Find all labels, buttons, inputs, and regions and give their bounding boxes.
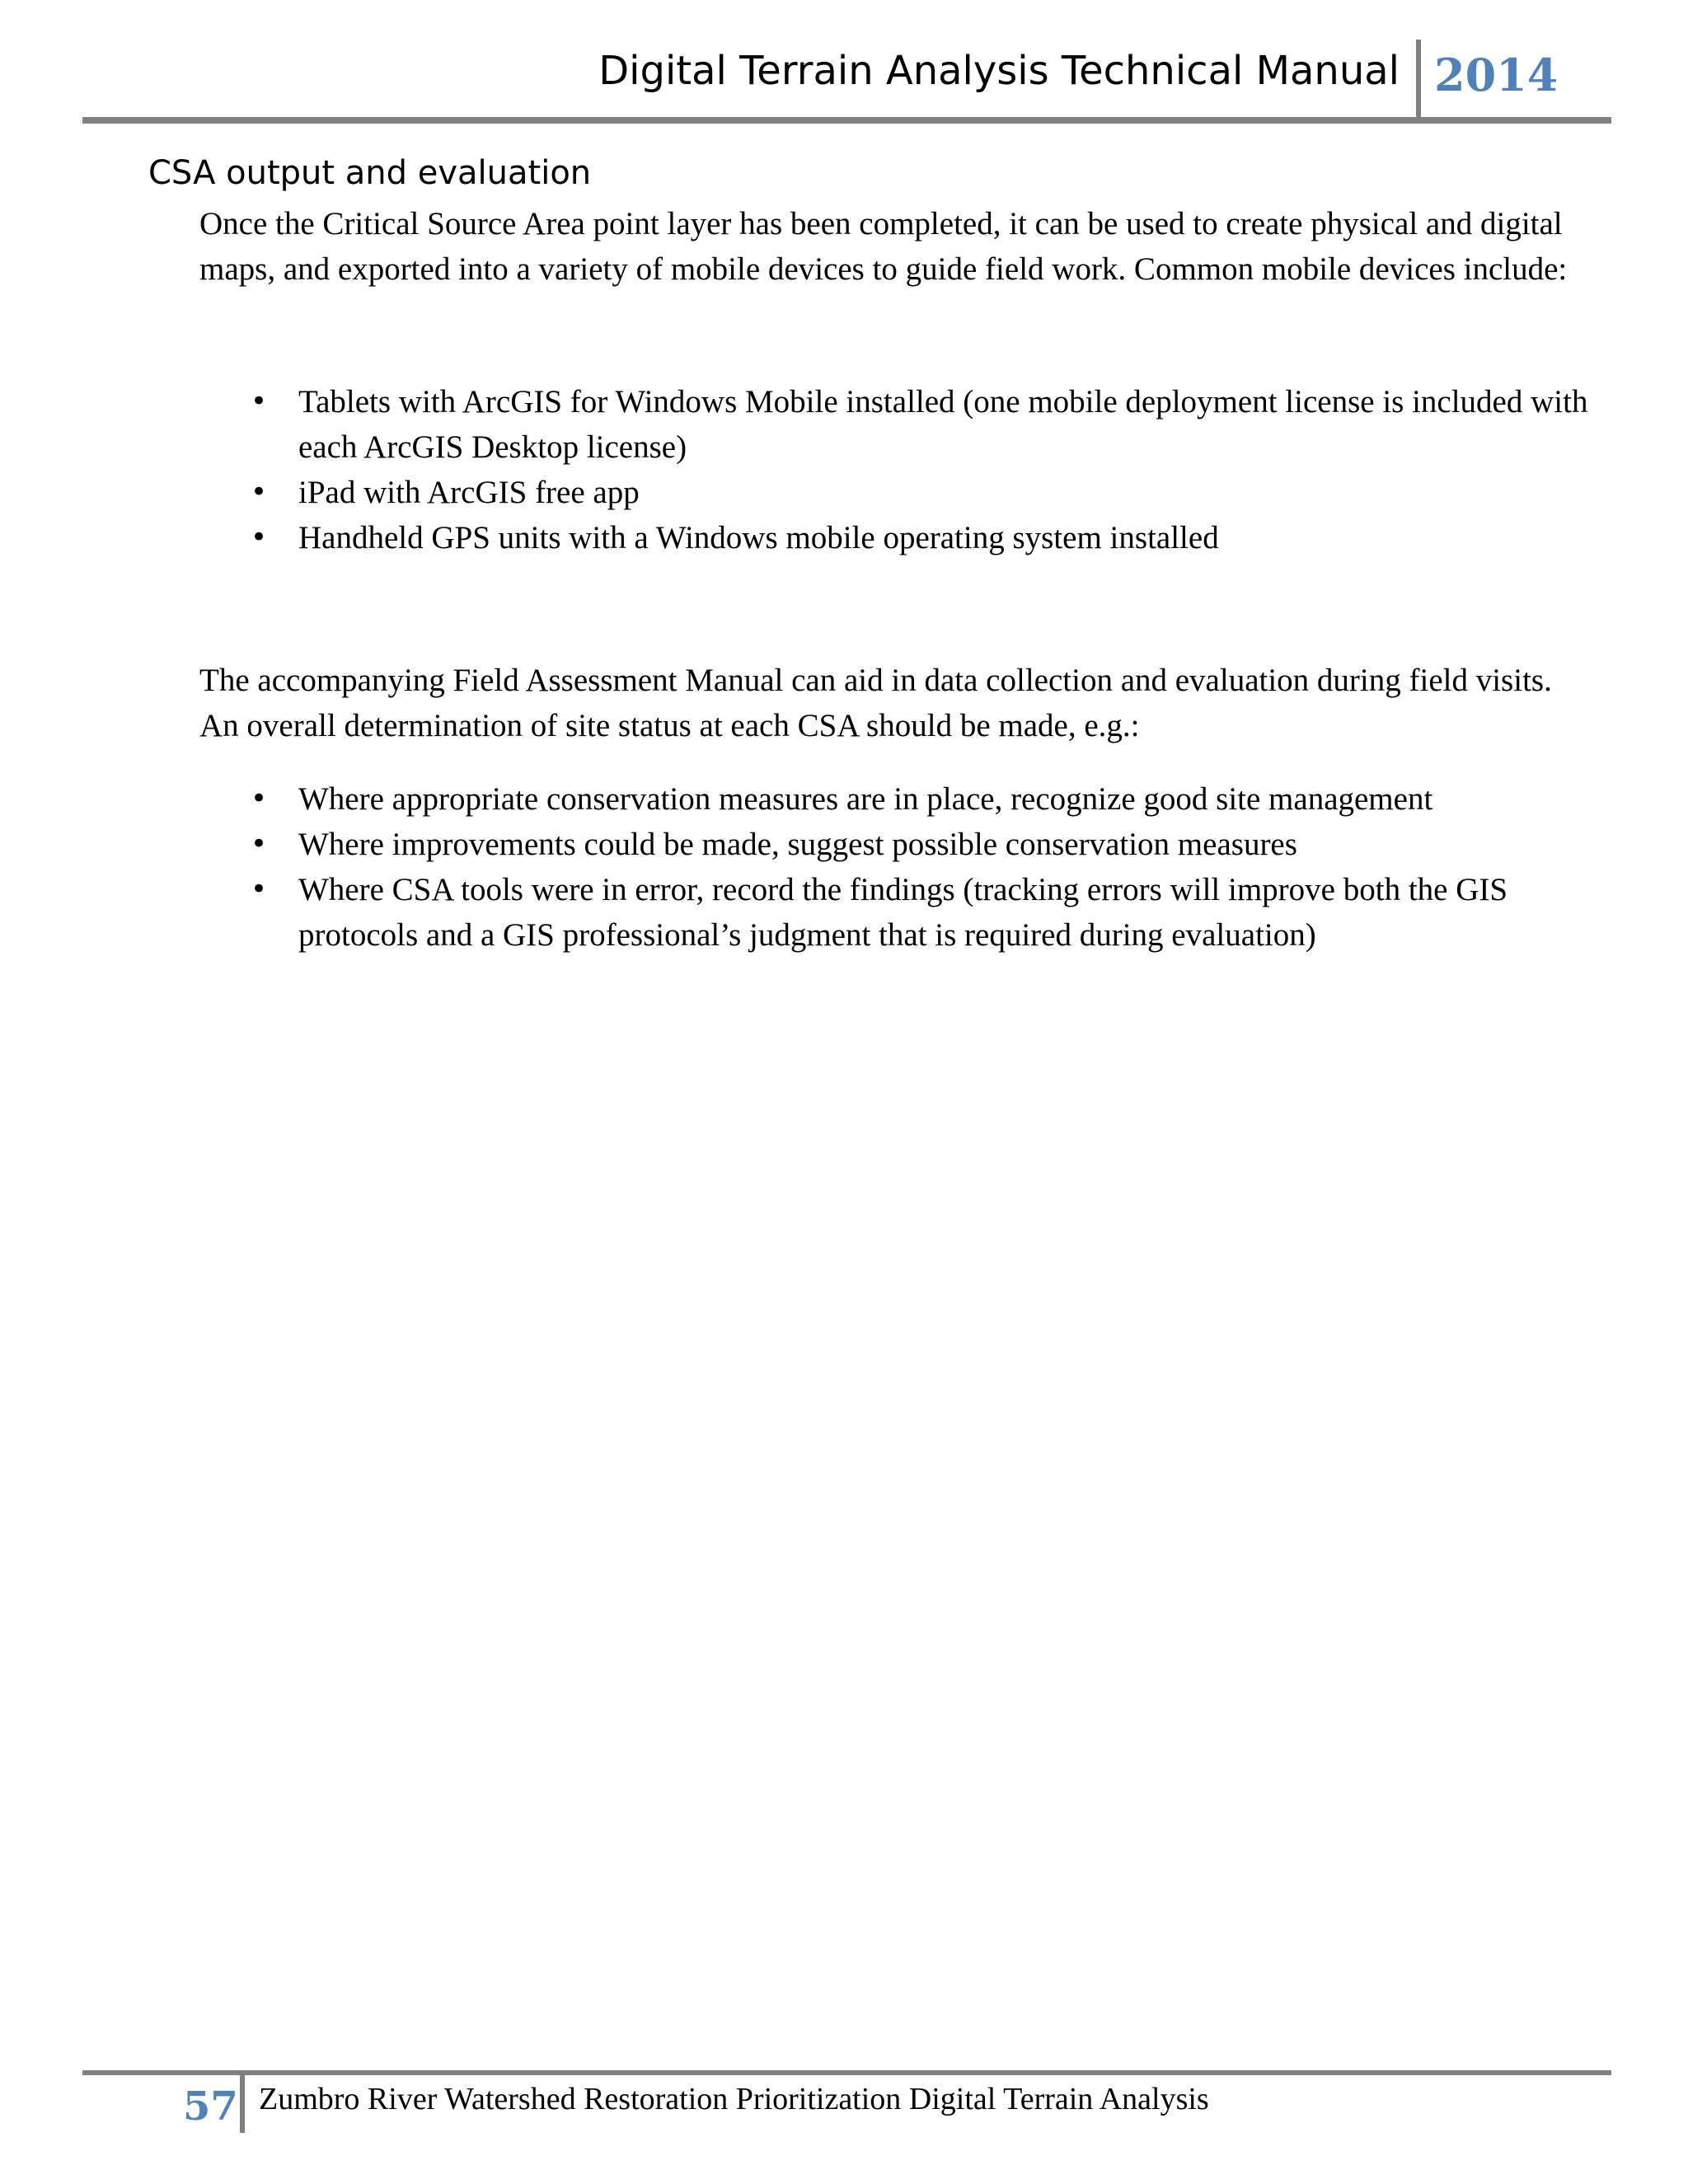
paragraph-text: Once the Critical Source Area point layer has been completed, it can be used to create physical and digital maps, and exported into a variety of mobile devices to guide field work. Common mobile devices include: bbox=[199, 206, 1568, 287]
page-number: 57 bbox=[183, 2083, 238, 2130]
footer-rule bbox=[82, 2070, 1611, 2075]
bullet-icon: • bbox=[251, 476, 268, 509]
footer-title: Zumbro River Watershed Restoration Prioritization Digital Terrain Analysis bbox=[259, 2082, 1209, 2116]
list-item-text: iPad with ArcGIS free app bbox=[298, 475, 640, 510]
list-item-text: Tablets with ArcGIS for Windows Mobile installed (one mobile deployment license is included with each ArcGIS Desktop license) bbox=[298, 384, 1588, 465]
list-item bbox=[199, 470, 1592, 515]
list-item bbox=[199, 867, 1592, 958]
bullet-icon: • bbox=[251, 873, 268, 906]
page-header bbox=[0, 0, 1688, 132]
document-title: Digital Terrain Analysis Technical Manual bbox=[598, 48, 1400, 94]
paragraph-text: The accompanying Field Assessment Manual can aid in data collection and evaluation during field visits. An overall determination of site status at each CSA should be made, e.g.: bbox=[199, 663, 1552, 743]
mobile-devices-list bbox=[199, 379, 1592, 560]
site-status-list bbox=[199, 776, 1592, 958]
list-item-text: Where appropriate conservation measures are in place, recognize good site management bbox=[298, 781, 1433, 817]
paragraph-field-assessment bbox=[199, 658, 1592, 748]
footer-divider bbox=[240, 2075, 245, 2133]
list-item-text: Handheld GPS units with a Windows mobile operating system installed bbox=[298, 520, 1219, 555]
list-item bbox=[199, 379, 1592, 470]
section-heading: CSA output and evaluation bbox=[148, 154, 592, 192]
bullet-icon: • bbox=[251, 521, 268, 554]
document-year: 2014 bbox=[1434, 49, 1559, 101]
bullet-icon: • bbox=[251, 782, 268, 815]
bullet-icon: • bbox=[251, 385, 268, 418]
bullet-icon: • bbox=[251, 827, 268, 860]
list-item bbox=[199, 776, 1592, 822]
header-rule bbox=[82, 117, 1611, 124]
list-item-text: Where improvements could be made, suggest possible conservation measures bbox=[298, 827, 1297, 862]
paragraph-intro bbox=[199, 201, 1592, 292]
header-divider bbox=[1416, 40, 1421, 120]
list-item bbox=[199, 822, 1592, 867]
list-item-text: Where CSA tools were in error, record the findings (tracking errors will improve both the GIS protocols and a GIS professional’s judgment that is required during evaluation) bbox=[298, 872, 1508, 953]
list-item bbox=[199, 515, 1592, 560]
